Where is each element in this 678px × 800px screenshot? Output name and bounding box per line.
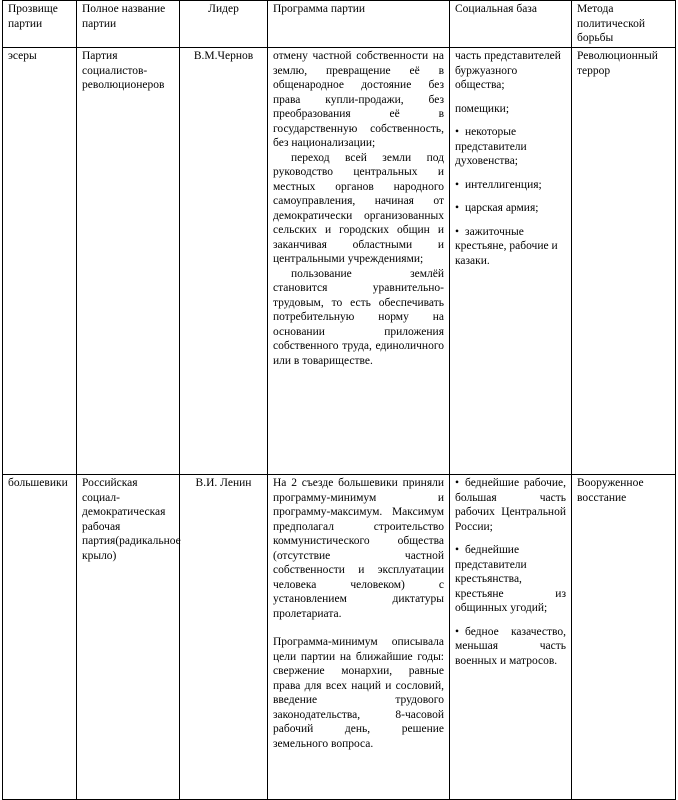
social-base-bullet: • царская армия; bbox=[455, 201, 566, 216]
header-nickname: Прозвище партии bbox=[3, 1, 77, 48]
table-row bbox=[3, 475, 676, 800]
header-social-base: Социальная база bbox=[450, 1, 572, 48]
social-base-bullet: • интеллигенция; bbox=[455, 178, 566, 193]
header-methods: Метода политической борьбы bbox=[572, 1, 676, 48]
program-item: переход всей земли под руководство центральных и местных органов народного самоуправления, начиная от демократически организованных сельских и городских общин и заканчивая областными и центральными учреждениями; bbox=[273, 151, 444, 265]
party-methods: Вооруженное восстание bbox=[572, 475, 676, 800]
party-program bbox=[268, 475, 450, 800]
header-row bbox=[3, 1, 676, 48]
table-row bbox=[3, 48, 676, 475]
party-nickname: большевики bbox=[3, 475, 77, 800]
party-program bbox=[268, 48, 450, 475]
party-nickname: эсеры bbox=[3, 48, 77, 475]
party-social-base bbox=[450, 475, 572, 800]
social-base-bullet: • зажиточные крестьяне, рабочие и казаки. bbox=[455, 225, 566, 269]
social-base-bullet: • беднейшие представители крестьянства, крестьяне из общинных угодий; bbox=[455, 543, 566, 616]
party-social-base bbox=[450, 48, 572, 475]
party-methods: Революционный террор bbox=[572, 48, 676, 475]
parties-table bbox=[2, 0, 676, 800]
party-full-name: Российская социал-демократическая рабочая партия(радикальное крыло) bbox=[77, 475, 180, 800]
party-leader: В.М.Чернов bbox=[180, 48, 268, 475]
header-leader: Лидер bbox=[180, 1, 268, 48]
header-program: Программа партии bbox=[268, 1, 450, 48]
social-base-bullet: • некоторые представители духовенства; bbox=[455, 125, 566, 169]
social-base-list bbox=[455, 125, 566, 268]
social-base-item: помещики; bbox=[455, 102, 510, 115]
social-base-item: часть представителей буржуазного общества; bbox=[455, 50, 561, 91]
social-base-bullet: • бедное казачество, меньшая часть военных и матросов. bbox=[455, 625, 566, 669]
header-full-name: Полное название партии bbox=[77, 1, 180, 48]
party-leader: В.И. Ленин bbox=[180, 475, 268, 800]
social-base-list bbox=[455, 476, 566, 668]
social-base-bullet: • беднейшие рабочие, большая часть рабочих Центральной России; bbox=[455, 476, 566, 534]
program-item: отмену частной собственности на землю, превращение её в общенародное достояние без права купли-продажи, без преобразования её в государственную собственность, без национализации; bbox=[273, 50, 444, 149]
program-item: пользование землёй становится уравнительно-трудовым, то есть обеспечивать потребительную норму на основании приложения собственного труда, единоличного или в товариществе. bbox=[273, 267, 444, 367]
program-item: Программа-минимум описывала цели партии на ближайшие годы: свержение монархии, равные права для всех наций и сословий, введение трудового законодательства, 8-часовой рабочий день, решение земельного вопроса. bbox=[273, 636, 444, 750]
party-full-name: Партия социалистов-революционеров bbox=[77, 48, 180, 475]
program-item: На 2 съезде большевики приняли программу-минимум и программу-максимум. Максимум предполагал строительство коммунистического общества (отсутствие частной собственности и эксплуатации человека человеком) с установлением диктатуры пролетариата. bbox=[273, 477, 444, 620]
